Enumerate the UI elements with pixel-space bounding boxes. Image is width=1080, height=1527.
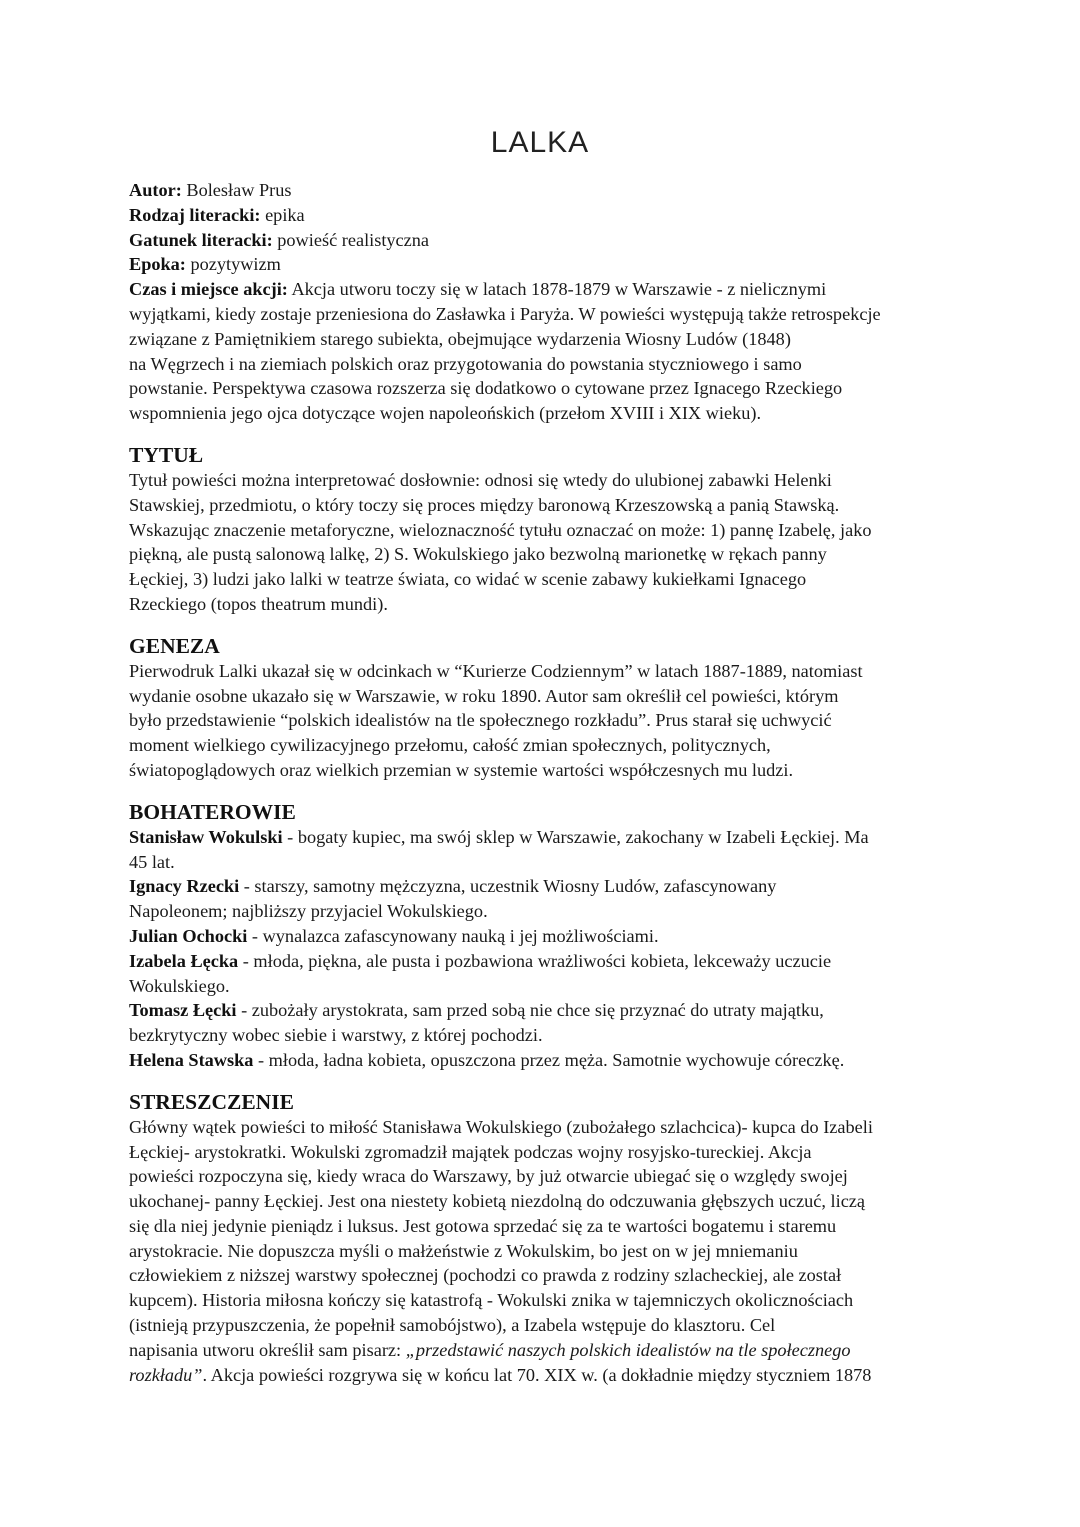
paragraph-line: kupcem). Historia miłosna kończy się katastrofą - Wokulski znika w tajemniczych okolicznościach bbox=[129, 1290, 854, 1311]
character-description: - wynalazca zafascynowany nauką i jej możliwościami. bbox=[247, 925, 659, 946]
meta-literary-kind bbox=[129, 203, 959, 228]
paragraph-text: . Akcja powieści rozgrywa się w końcu lat 70. XIX w. (a dokładnie między styczniem 1878 bbox=[202, 1364, 872, 1385]
document-title: LALKA bbox=[490, 126, 590, 159]
author-quote: rozkładu” bbox=[129, 1364, 203, 1385]
meta-value: Bolesław Prus bbox=[181, 180, 292, 200]
paragraph-line: związane z Pamiętnikiem starego subiekta, obejmujące wydarzenia Wiosny Ludów (1848) bbox=[129, 328, 791, 349]
character-name: Helena Stawska bbox=[129, 1049, 254, 1070]
paragraph-line: powieści rozpoczyna się, kiedy wraca do Warszawy, by już otwarcie ubiegać się o względy swojej bbox=[129, 1166, 848, 1187]
character-entry bbox=[129, 874, 959, 899]
paragraph-line: Łęckiej- arystokratki. Wokulski zgromadził majątek podczas wojny rosyjsko-tureckiej. Akcja bbox=[129, 1141, 812, 1162]
meta-label: Czas i miejsce akcji: bbox=[129, 279, 288, 300]
paragraph-line: Wskazując znaczenie metaforyczne, wieloznaczność tytułu oznaczać on może: 1) pannę Izabelę, jako bbox=[129, 519, 872, 540]
quote-line bbox=[129, 1338, 959, 1363]
character-entry bbox=[129, 949, 959, 974]
character-description: Wokulskiego. bbox=[129, 975, 230, 996]
character-name: Tomasz Łęcki bbox=[129, 1000, 237, 1021]
paragraph-line: Akcja utworu toczy się w latach 1878-1879 w Warszawie - z nielicznymi bbox=[287, 279, 827, 300]
section-tytul bbox=[129, 443, 959, 617]
paragraph-text: napisania utworu określił sam pisarz: bbox=[129, 1339, 406, 1360]
quote-line bbox=[129, 1363, 959, 1388]
character-description: - młoda, ładna kobieta, opuszczona przez męża. Samotnie wychowuje córeczkę. bbox=[253, 1049, 845, 1070]
character-description: - młoda, piękna, ale pusta i pozbawiona wrażliwości kobieta, lekceważy uczucie bbox=[238, 950, 832, 971]
paragraph-line: Łęckiej, 3) ludzi jako lalki w teatrze świata, co widać w scenie zabawy kukiełkami Ignacego bbox=[129, 569, 807, 590]
meta-label: Autor: bbox=[129, 180, 182, 200]
paragraph-line: wydanie osobne ukazało się w Warszawie, w roku 1890. Autor sam określił cel powieści, którym bbox=[129, 685, 839, 706]
paragraph-line: było przedstawienie “polskich idealistów na tle społecznego rozkładu”. Prus starał się uchwycić bbox=[129, 710, 832, 731]
meta-label: Gatunek literacki: bbox=[129, 229, 273, 250]
paragraph-line: Stawskiej, przedmiotu, o który toczy się proces między baronową Krzeszowską a panią Stawską. bbox=[129, 494, 840, 515]
paragraph-line: ukochanej- panny Łęckiej. Jest ona niestety kobietą niezdolną do odczuwania głębszych uczuć, liczą bbox=[129, 1191, 866, 1212]
section-bohaterowie bbox=[129, 800, 959, 1073]
character-description: - zubożały arystokrata, sam przed sobą nie chce się przyznać do utraty majątku, bbox=[236, 1000, 824, 1021]
character-description: bezkrytyczny wobec siebie i warstwy, z której pochodzi. bbox=[129, 1025, 543, 1046]
character-description: - bogaty kupiec, ma swój sklep w Warszawie, zakochany w Izabeli Łęckiej. Ma bbox=[282, 826, 869, 847]
paragraph-line: człowiekiem z niższej warstwy społecznej (pochodzi co prawda z rodziny szlacheckiej, ale został bbox=[129, 1265, 842, 1286]
metadata-block bbox=[129, 178, 959, 426]
paragraph-line: Główny wątek powieści to miłość Stanisława Wokulskiego (zubożałego szlachcica)- kupca do Izabeli bbox=[129, 1116, 873, 1137]
section-heading: BOHATEROWIE bbox=[129, 799, 296, 824]
character-entry bbox=[129, 924, 959, 949]
paragraph-line: wyjątkami, kiedy zostaje przeniesiona do Zasławka i Paryża. W powieści występują także retrospekcje bbox=[129, 303, 881, 324]
section-streszczenie bbox=[129, 1090, 959, 1388]
character-description: - starszy, samotny mężczyzna, uczestnik Wiosny Ludów, zafascynowany bbox=[239, 876, 777, 897]
author-quote: „przedstawić naszych polskich idealistów na tle społecznego bbox=[405, 1339, 851, 1360]
section-heading: GENEZA bbox=[129, 633, 220, 658]
document-body bbox=[129, 178, 959, 1387]
paragraph-line: na Węgrzech i na ziemiach polskich oraz przygotowania do powstania styczniowego i samo bbox=[129, 353, 802, 374]
meta-time-place bbox=[129, 277, 959, 302]
paragraph-line: powstanie. Perspektywa czasowa rozszerza się dodatkowo o cytowane przez Ignacego Rzeckiego bbox=[129, 378, 843, 399]
paragraph-line: piękną, ale pustą salonową lalkę, 2) S. Wokulskiego jako bezwolną marionetkę w rękach panny bbox=[129, 544, 827, 565]
meta-label: Rodzaj literacki: bbox=[129, 204, 261, 225]
character-entry bbox=[129, 825, 959, 850]
meta-value: powieść realistyczna bbox=[272, 229, 430, 250]
paragraph-line: arystokracie. Nie dopuszcza myśli o małżeństwie z Wokulskim, bo jest on w jej mniemaniu bbox=[129, 1240, 798, 1261]
meta-label: Epoka: bbox=[129, 254, 186, 275]
section-heading: STRESZCZENIE bbox=[129, 1089, 294, 1114]
character-name: Ignacy Rzecki bbox=[129, 876, 240, 897]
paragraph-line: wspomnienia jego ojca dotyczące wojen napoleońskich (przełom XVIII i XIX wieku). bbox=[129, 403, 762, 424]
section-geneza bbox=[129, 634, 959, 783]
character-entry bbox=[129, 1048, 959, 1073]
character-description: Napoleonem; najbliższy przyjaciel Wokulskiego. bbox=[129, 901, 488, 922]
character-description: 45 lat. bbox=[129, 851, 175, 872]
character-name: Izabela Łęcka bbox=[129, 950, 239, 971]
meta-epoch bbox=[129, 252, 959, 277]
meta-author bbox=[129, 178, 959, 203]
paragraph-line: światopoglądowych oraz wielkich przemian w systemie wartości współczesnych mu ludzi. bbox=[129, 759, 794, 780]
paragraph-line: Pierwodruk Lalki ukazał się w odcinkach w “Kurierze Codziennym” w latach 1887-1889, natomiast bbox=[129, 660, 863, 681]
paragraph-line: moment wielkiego cywilizacyjnego przełomu, całość zmian społecznych, politycznych, bbox=[129, 735, 771, 756]
paragraph-line: Rzeckiego (topos theatrum mundi). bbox=[129, 593, 388, 614]
meta-genre bbox=[129, 228, 959, 253]
character-name: Stanisław Wokulski bbox=[129, 826, 283, 847]
meta-value: pozytywizm bbox=[185, 254, 281, 275]
paragraph-line: (istnieją przypuszczenia, że popełnił samobójstwo), a Izabela wstępuje do klasztoru. Cel bbox=[129, 1315, 776, 1336]
section-heading: TYTUŁ bbox=[129, 442, 204, 467]
paragraph-line: Tytuł powieści można interpretować dosłownie: odnosi się wtedy do ulubionej zabawki Helenki bbox=[129, 469, 832, 490]
character-entry bbox=[129, 998, 959, 1023]
meta-value: epika bbox=[260, 204, 305, 225]
paragraph-line: się dla niej jedynie pieniądz i luksus. Jest gotowa sprzedać się za te wartości bogatemu i staremu bbox=[129, 1215, 837, 1236]
character-name: Julian Ochocki bbox=[129, 925, 248, 946]
